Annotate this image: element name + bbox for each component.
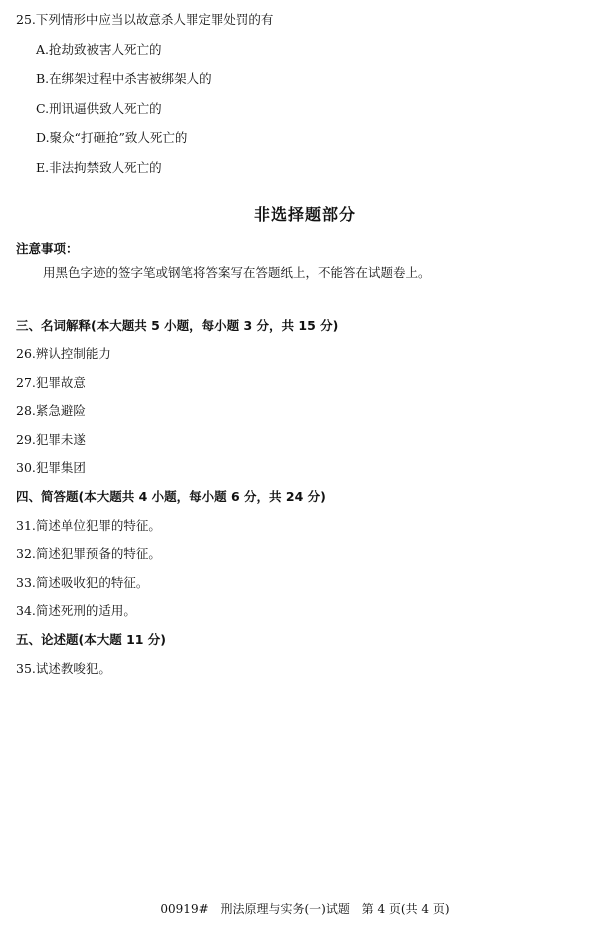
question-26: 26.辨认控制能力: [16, 346, 111, 361]
question-35: 35.试述教唆犯。: [16, 661, 111, 676]
section-3-heading: 三、名词解释(本大题共 5 小题，每小题 3 分，共 15 分): [16, 318, 339, 333]
question-25-option-e: E.非法拘禁致人死亡的: [36, 160, 162, 175]
question-27: 27.犯罪故意: [16, 375, 86, 390]
question-30: 30.犯罪集团: [16, 460, 86, 475]
footer-subject: 刑法原理与实务(一)试题: [220, 902, 350, 916]
question-33: 33.简述吸收犯的特征。: [16, 575, 149, 590]
question-29: 29.犯罪未遂: [16, 432, 86, 447]
notice-text: 用黑色字迹的签字笔或钢笔将答案写在答题纸上，不能答在试题卷上。: [43, 265, 431, 280]
question-25-option-c: C.刑讯逼供致人死亡的: [36, 101, 162, 116]
question-31: 31.简述单位犯罪的特征。: [16, 518, 161, 533]
question-25-option-b: B.在绑架过程中杀害被绑架人的: [36, 71, 212, 86]
notice-heading: 注意事项：: [16, 241, 79, 256]
question-34: 34.简述死刑的适用。: [16, 603, 136, 618]
question-28: 28.紧急避险: [16, 403, 86, 418]
question-25-option-a: A.抢劫致被害人死亡的: [36, 42, 162, 57]
page-footer: [0, 900, 610, 917]
part-title: 非选择题部分: [253, 205, 356, 224]
footer-page-number: 第 4 页(共 4 页): [361, 902, 450, 916]
question-25-option-d: D.聚众“打砸抢”致人死亡的: [36, 130, 188, 145]
question-32: 32.简述犯罪预备的特征。: [16, 546, 161, 561]
question-25-stem: 25.下列情形中应当以故意杀人罪定罪处罚的有: [16, 12, 274, 27]
footer-exam-code: 00919#: [160, 902, 209, 916]
section-5-heading: 五、论述题(本大题 11 分): [16, 632, 167, 647]
section-4-heading: 四、简答题(本大题共 4 小题，每小题 6 分，共 24 分): [16, 489, 326, 504]
